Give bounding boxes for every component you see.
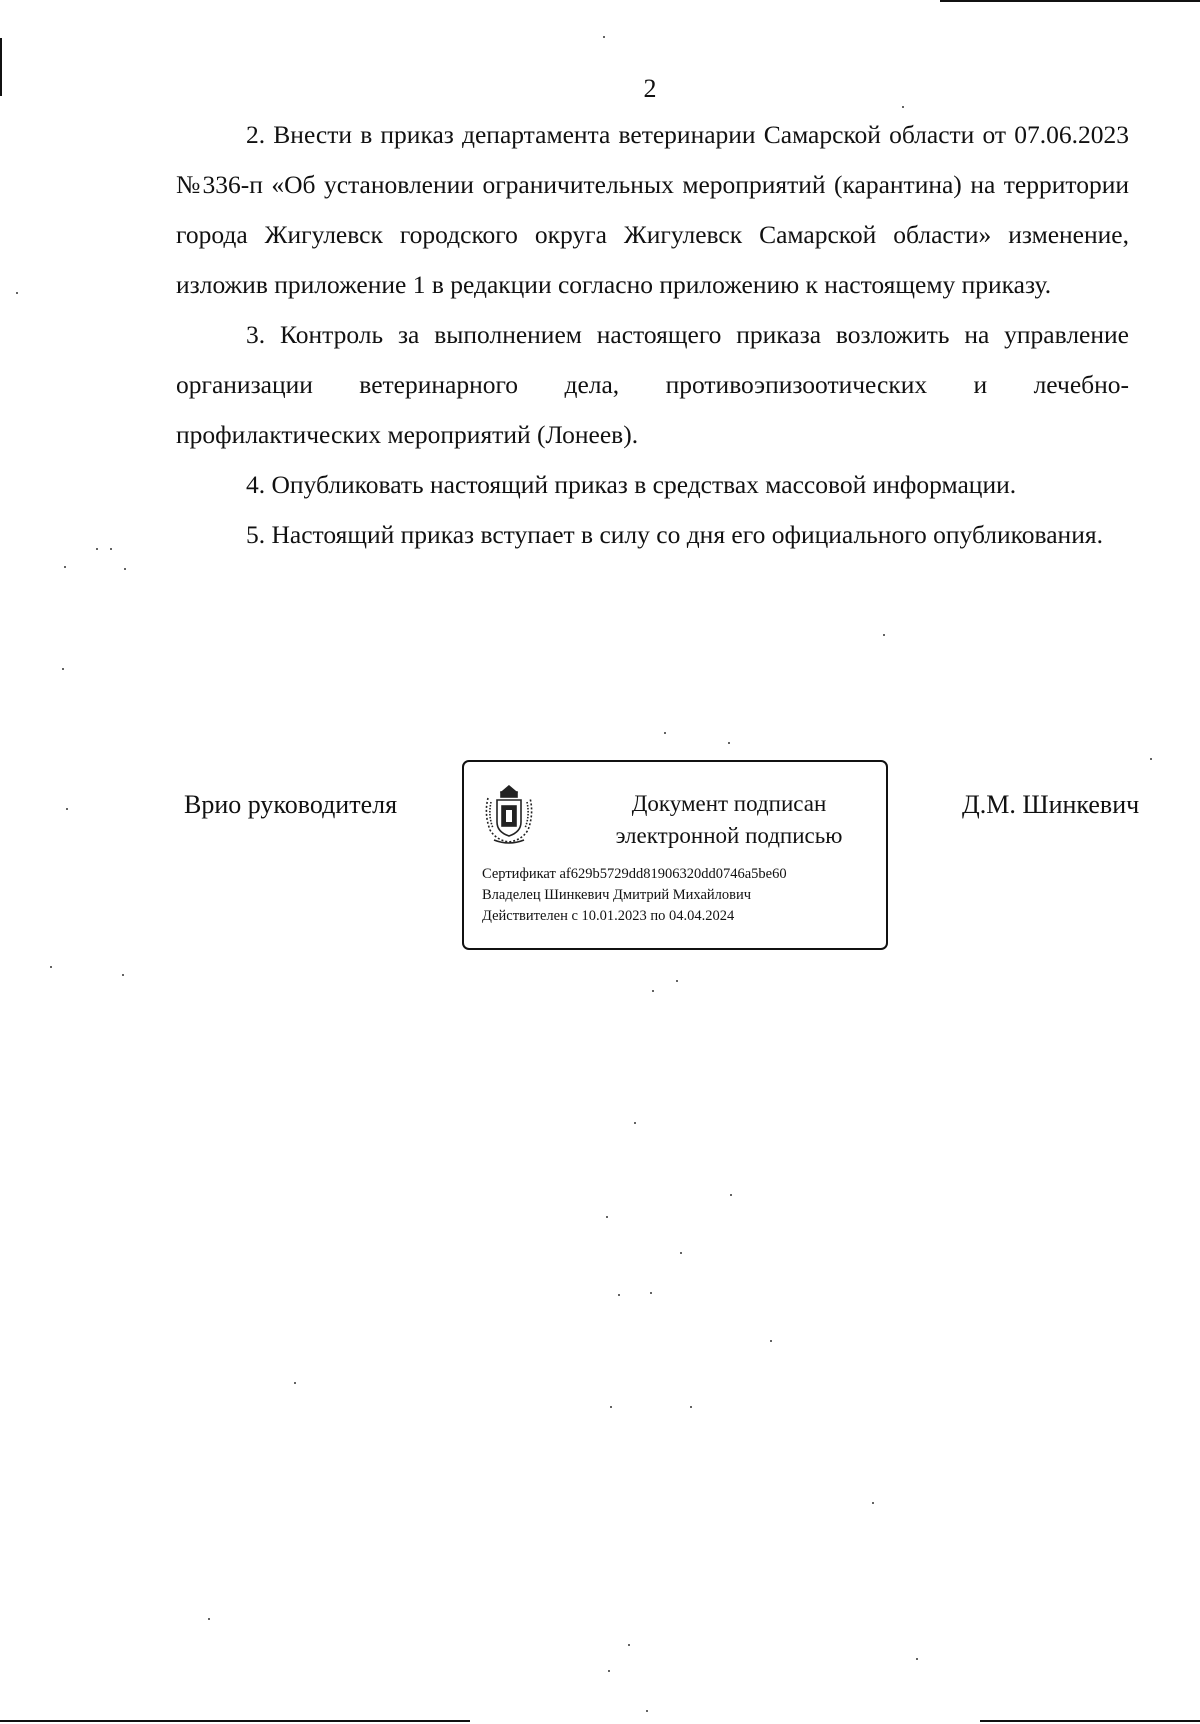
- scan-speck: [690, 1406, 692, 1408]
- scan-speck: [902, 106, 904, 108]
- paragraph-5: 5. Настоящий приказ вступает в силу со дня его официального опубликования.: [246, 520, 1103, 549]
- stamp-title-line: электронной подписью: [615, 823, 843, 848]
- scan-speck: [652, 990, 654, 992]
- scan-speck: [618, 1294, 620, 1296]
- scan-speck: [883, 634, 885, 636]
- electronic-signature-stamp: [462, 760, 888, 950]
- scan-speck: [1150, 758, 1152, 760]
- scan-speck: [728, 742, 730, 744]
- scan-speck: [603, 36, 605, 38]
- paragraph-2: 2. Внести в приказ департамента ветеринарии Самарской области от 07.06.2023 №336-п «Об установлении ограничительных мероприятий (карантина) на территории города Жигулевск городского округа Жигулевск Самарской области» изменение, изложив приложение 1 в редакции согласно приложению к настоящему приказу.: [176, 120, 1129, 299]
- scan-speck: [16, 292, 18, 294]
- scan-speck: [730, 1194, 732, 1196]
- scan-speck: [66, 808, 68, 810]
- stamp-validity: Действителен с 10.01.2023 по 04.04.2024: [482, 908, 735, 924]
- scan-speck: [606, 1216, 608, 1218]
- scan-speck: [916, 1658, 918, 1660]
- stamp-owner: Владелец Шинкевич Дмитрий Михайлович: [482, 887, 752, 903]
- stamp-certificate: Сертификат af629b5729dd81906320dd0746a5be60: [482, 866, 787, 882]
- stamp-title: [584, 788, 874, 852]
- stamp-title-line: Документ подписан: [631, 791, 827, 816]
- scan-speck: [96, 548, 98, 550]
- scan-speck: [124, 568, 126, 570]
- paragraph-3: 3. Контроль за выполнением настоящего приказа возложить на управление организации ветеринарного дела, противоэпизоотических и лечебно-профилактических мероприятий (Лонеев).: [176, 320, 1129, 449]
- scan-speck: [664, 732, 666, 734]
- scan-speck: [110, 548, 112, 550]
- scan-speck: [122, 974, 124, 976]
- scan-speck: [50, 966, 52, 968]
- scan-speck: [872, 1502, 874, 1504]
- scan-speck: [634, 1122, 636, 1124]
- scan-edge-mark: [0, 1720, 470, 1722]
- scan-speck: [646, 1710, 648, 1712]
- signatory-name: Д.М. Шинкевич: [962, 790, 1140, 819]
- page-number: 2: [643, 74, 657, 103]
- scan-speck: [650, 1292, 652, 1294]
- scan-speck: [608, 1670, 610, 1672]
- paragraph-4: 4. Опубликовать настоящий приказ в средствах массовой информации.: [246, 470, 1017, 499]
- signatory-position: Врио руководителя: [184, 790, 398, 819]
- scan-speck: [676, 980, 678, 982]
- scan-speck: [770, 1340, 772, 1342]
- scan-speck: [62, 668, 64, 670]
- samara-coat-of-arms-icon: [482, 782, 536, 846]
- document-body: [176, 110, 1129, 560]
- scan-speck: [610, 1406, 612, 1408]
- scan-speck: [680, 1252, 682, 1254]
- stamp-details: [482, 864, 882, 927]
- scan-edge-mark: [980, 1720, 1200, 1722]
- scan-edge-mark: [940, 0, 1200, 2]
- scan-speck: [64, 566, 66, 568]
- scan-speck: [294, 1382, 296, 1384]
- scan-speck: [208, 1618, 210, 1620]
- scan-speck: [628, 1644, 630, 1646]
